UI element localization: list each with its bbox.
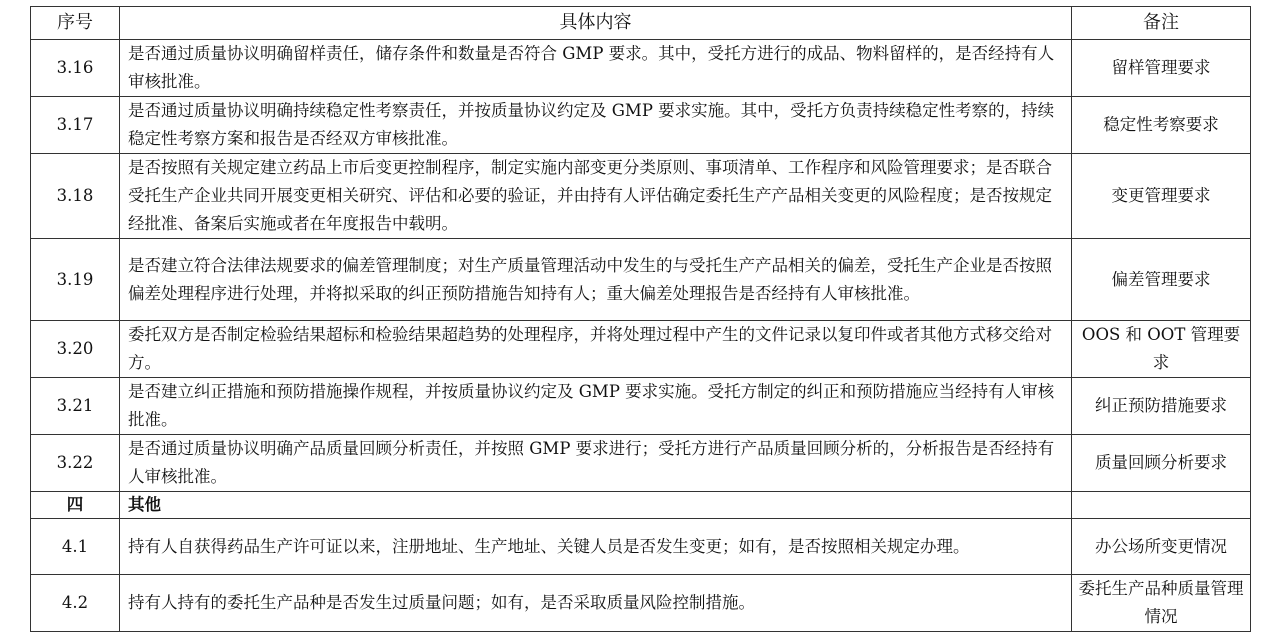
row-number: 3.16 [31, 40, 120, 97]
row-number: 3.21 [31, 378, 120, 435]
table-row [31, 575, 1251, 632]
table-header-row [31, 7, 1251, 40]
section-number: 四 [31, 492, 120, 519]
row-number: 3.22 [31, 435, 120, 492]
section-row [31, 492, 1251, 519]
header-remark: 备注 [1072, 7, 1251, 40]
table-row [31, 321, 1251, 378]
table-row [31, 435, 1251, 492]
table-row [31, 154, 1251, 239]
header-content: 具体内容 [120, 7, 1072, 40]
row-number: 3.20 [31, 321, 120, 378]
row-remark: 稳定性考察要求 [1072, 97, 1251, 154]
row-remark: 留样管理要求 [1072, 40, 1251, 97]
row-content: 是否通过质量协议明确产品质量回顾分析责任，并按照 GMP 要求进行；受托方进行产品质量回顾分析的，分析报告是否经持有人审核批准。 [120, 435, 1072, 492]
table-row [31, 239, 1251, 321]
row-number: 4.2 [31, 575, 120, 632]
row-remark: 纠正预防措施要求 [1072, 378, 1251, 435]
row-content: 委托双方是否制定检验结果超标和检验结果超趋势的处理程序，并将处理过程中产生的文件记录以复印件或者其他方式移交给对方。 [120, 321, 1072, 378]
row-number: 3.18 [31, 154, 120, 239]
row-remark: 质量回顾分析要求 [1072, 435, 1251, 492]
row-content: 是否建立符合法律法规要求的偏差管理制度；对生产质量管理活动中发生的与受托生产产品相关的偏差，受托生产企业是否按照偏差处理程序进行处理，并将拟采取的纠正预防措施告知持有人；重大偏差处理报告是否经持有人审核批准。 [120, 239, 1072, 321]
table-row [31, 97, 1251, 154]
row-remark: 偏差管理要求 [1072, 239, 1251, 321]
row-remark: 变更管理要求 [1072, 154, 1251, 239]
row-content: 持有人持有的委托生产品种是否发生过质量问题；如有，是否采取质量风险控制措施。 [120, 575, 1072, 632]
row-content: 是否通过质量协议明确留样责任，储存条件和数量是否符合 GMP 要求。其中，受托方进行的成品、物料留样的，是否经持有人审核批准。 [120, 40, 1072, 97]
header-serial-number: 序号 [31, 7, 120, 40]
row-content: 是否按照有关规定建立药品上市后变更控制程序，制定实施内部变更分类原则、事项清单、工作程序和风险管理要求；是否联合受托生产企业共同开展变更相关研究、评估和必要的验证，并由持有人评估确定委托生产产品相关变更的风险程度；是否按规定经批准、备案后实施或者在年度报告中载明。 [120, 154, 1072, 239]
row-remark: OOS 和 OOT 管理要求 [1072, 321, 1251, 378]
row-number: 3.17 [31, 97, 120, 154]
section-title: 其他 [120, 492, 1072, 519]
table-row [31, 378, 1251, 435]
row-remark: 委托生产品种质量管理情况 [1072, 575, 1251, 632]
row-content: 是否通过质量协议明确持续稳定性考察责任，并按质量协议约定及 GMP 要求实施。其中，受托方负责持续稳定性考察的，持续稳定性考察方案和报告是否经双方审核批准。 [120, 97, 1072, 154]
table-row [31, 40, 1251, 97]
inspection-table [30, 6, 1251, 632]
row-content: 是否建立纠正措施和预防措施操作规程，并按质量协议约定及 GMP 要求实施。受托方制定的纠正和预防措施应当经持有人审核批准。 [120, 378, 1072, 435]
section-remark [1072, 492, 1251, 519]
table-row [31, 519, 1251, 575]
row-remark: 办公场所变更情况 [1072, 519, 1251, 575]
row-content: 持有人自获得药品生产许可证以来，注册地址、生产地址、关键人员是否发生变更；如有，是否按照相关规定办理。 [120, 519, 1072, 575]
row-number: 3.19 [31, 239, 120, 321]
row-number: 4.1 [31, 519, 120, 575]
